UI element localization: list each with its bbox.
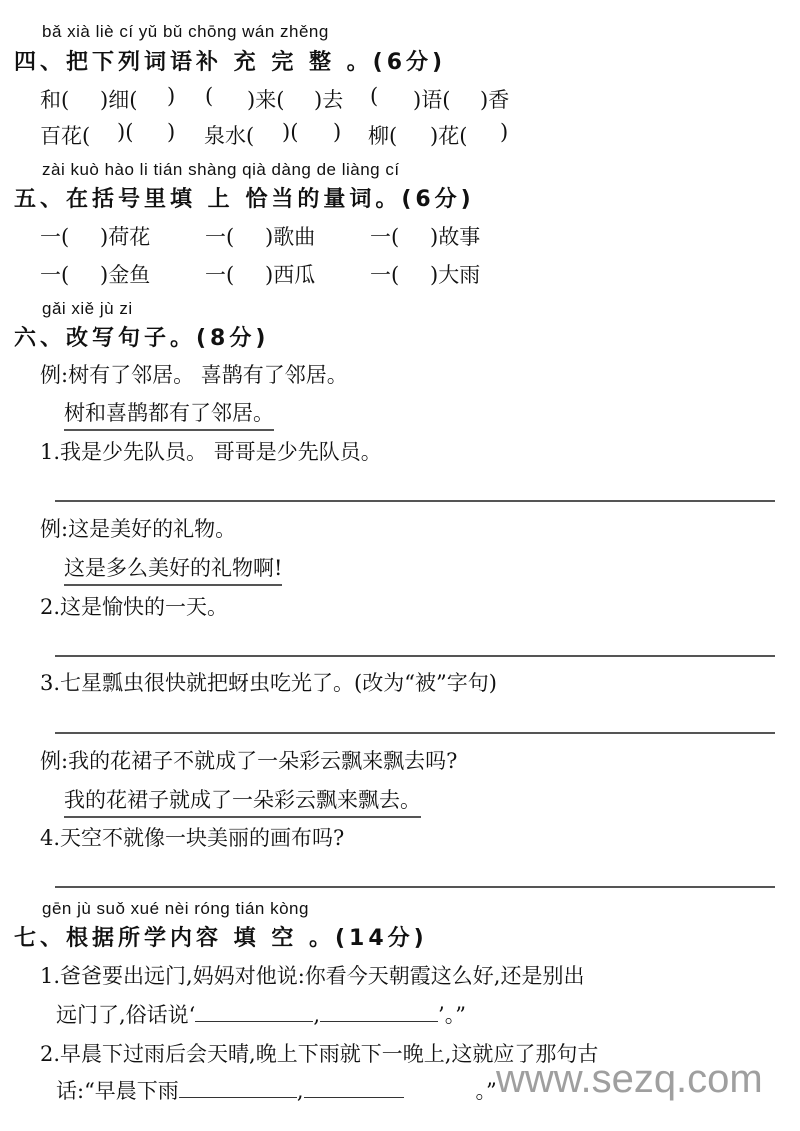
q2-line2-prefix: 话:“早晨下雨 [56,1079,179,1103]
question-3: 3.七星瓢虫很快就把蚜虫吃光了。(改为“被”字句) [40,671,497,695]
answer-line-4[interactable] [55,886,775,888]
word-fill-item: 泉水( [204,124,255,148]
watermark: www.sezq.com [496,1057,763,1101]
measure-word-suffix: )西瓜 [265,263,316,287]
word-fill-item: 柳( [368,124,398,148]
word-fill-item: ) [333,120,342,144]
example2-answer: 这是多么美好的礼物啊! [64,552,282,586]
section7-q1-line1: 1.爸爸要出远门,妈妈对他说:你看今天朝霞这么好,还是别出 [40,964,585,988]
measure-word-prefix: 一( [205,263,235,287]
section7-title: 七、根据所学内容 填 空 。(14分) [14,926,428,951]
measure-word-suffix: )荷花 [100,225,151,249]
example1-answer: 树和喜鹊都有了邻居。 [64,397,274,431]
word-fill-item: ) [500,120,509,144]
section5-title: 五、在括号里填 上 恰当的量词。(6分) [14,187,475,212]
word-fill-item: )花( [430,124,468,148]
fill-blank-q1-a[interactable] [195,1003,313,1022]
fill-blank-q2-b[interactable] [304,1079,404,1098]
word-fill-item: )香 [480,88,510,112]
example3-answer: 我的花裙子就成了一朵彩云飘来飘去。 [64,784,421,818]
measure-word-prefix: 一( [370,225,400,249]
example3-question: 例:我的花裙子不就成了一朵彩云飘来飘去吗? [40,749,458,773]
word-fill-item: ( [370,84,379,108]
measure-word-suffix: )金鱼 [100,263,151,287]
section5-pinyin: zài kuò hào li tián shàng qià dàng de liàng cí [42,160,400,179]
q1-line2-prefix: 远门了,俗话说‘ [56,1003,196,1027]
q1-suffix: ’。” [438,1003,466,1027]
word-fill-item: 百花( [40,124,91,148]
question-4: 4.天空不就像一块美丽的画布吗? [40,826,345,850]
section7-q1-line2 [56,999,466,1029]
section7-pinyin: gēn jù suǒ xué nèi róng tián kòng [42,899,309,918]
measure-word-prefix: 一( [370,263,400,287]
word-fill-item: )语( [413,88,451,112]
measure-word-prefix: 一( [40,263,70,287]
q1-comma: , [313,1003,321,1027]
section6-pinyin: gǎi xiě jù zi [42,299,133,318]
word-fill-item: 和( [40,88,70,112]
answer-line-2[interactable] [55,655,775,657]
word-fill-item: ) [167,84,176,108]
word-fill-item: ( [205,84,214,108]
example2-question: 例:这是美好的礼物。 [40,517,237,541]
section6-title: 六、改写句子。(8分) [14,326,270,351]
word-fill-item: )来( [247,88,285,112]
measure-word-suffix: )歌曲 [265,225,316,249]
fill-blank-q1-b[interactable] [320,1003,438,1022]
word-fill-item: )( [117,120,134,144]
q2-comma: , [296,1079,304,1103]
word-fill-item: ) [167,120,176,144]
measure-word-prefix: 一( [40,225,70,249]
fill-blank-q2-a[interactable] [179,1079,297,1098]
section7-q2-line2 [56,1075,497,1105]
measure-word-suffix: )大雨 [430,263,481,287]
section4-title: 四、把下列词语补 充 完 整 。(6分) [14,50,447,75]
question-2: 2.这是愉快的一天。 [40,595,229,619]
word-fill-item: )细( [100,88,138,112]
measure-word-suffix: )故事 [430,225,481,249]
question-1: 1.我是少先队员。 哥哥是少先队员。 [40,440,382,464]
answer-line-1[interactable] [55,500,775,502]
section4-pinyin: bǎ xià liè cí yǔ bǔ chōng wán zhěng [42,22,329,41]
word-fill-item: )去 [314,88,344,112]
word-fill-item: )( [282,120,299,144]
section7-q2-line1: 2.早晨下过雨后会天晴,晚上下雨就下一晚上,这就应了那句古 [40,1042,599,1066]
answer-line-3[interactable] [55,732,775,734]
q2-suffix: 。” [475,1079,497,1103]
measure-word-prefix: 一( [205,225,235,249]
example1-question: 例:树有了邻居。 喜鹊有了邻居。 [40,363,348,387]
